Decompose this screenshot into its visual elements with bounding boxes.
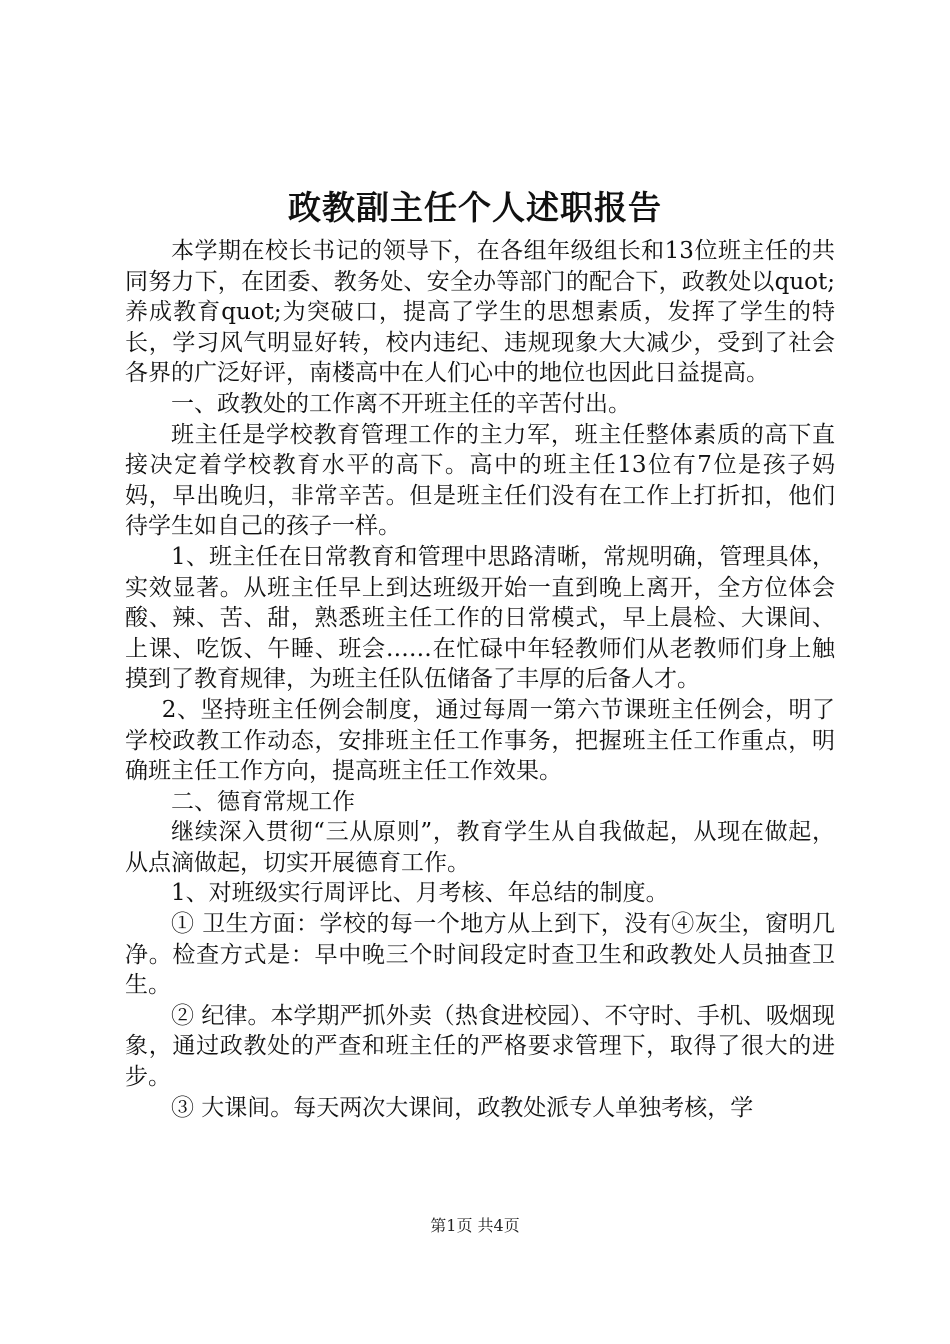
paragraph-intro: 本学期在校长书记的领导下，在各组年级组长和13位班主任的共同努力下，在团委、教务处、安全办等部门的配合下，政教处以quot;养成教育quot;为突破口，提高了学生的思想素质，发挥了学生的特长，学习风气明显好转，校内违纪、违规现象大大减少，受到了社会各界的广泛好评，南楼高中在人们心中的地位也因此日益提高。 [125,238,835,387]
document-body [125,236,835,1123]
paragraph-hygiene: ① 卫生方面：学校的每一个地方从上到下，没有④灰尘，窗明几净。检查方式是：早中晚三个时间段定时查卫生和政教处人员抽查卫生。 [125,911,835,999]
page-footer: 第1页 共4页 [430,1216,520,1235]
section-heading-2: 二、德育常规工作 [171,788,355,815]
paragraph-discipline: ② 纪律。本学期严抓外卖（热食进校园）、不守时、手机、吸烟现象，通过政教处的严查和班主任的严格要求管理下，取得了很大的进步。 [125,1002,835,1091]
paragraph-break-exercise: ③ 大课间。每天两次大课间，政教处派专人单独考核，学 [171,1094,754,1121]
paragraph-item-2: 2、坚持班主任例会制度，通过每周一第六节课班主任例会，明了学校政教工作动态，安排班主任工作事务，把握班主任工作重点，明确班主任工作方向，提高班主任工作效果。 [125,696,835,785]
section-heading-1: 一、政教处的工作离不开班主任的辛苦付出。 [171,390,631,417]
paragraph-principles: 继续深入贯彻“三从原则”，教育学生从自我做起，从现在做起，从点滴做起，切实开展德育工作。 [125,819,835,876]
document-title: 政教副主任个人述职报告 [288,188,662,227]
paragraph-head-teachers: 班主任是学校教育管理工作的主力军，班主任整体素质的高下直接决定着学校教育水平的高下。高中的班主任13位有7位是孩子妈妈，早出晚归，非常辛苦。但是班主任们没有在工作上打折扣，他们待学生如自己的孩子一样。 [125,421,835,540]
paragraph-evaluation-system: 1、对班级实行周评比、月考核、年总结的制度。 [171,880,669,907]
paragraph-item-1: 1、班主任在日常教育和管理中思路清晰，常规明确，管理具体，实效显著。从班主任早上到达班级开始一直到晚上离开，全方位体会酸、辣、苦、甜，熟悉班主任工作的日常模式，早上晨检、大课间、上课、吃饭、午睡、班会……在忙碌中年轻教师们从老教师们身上触摸到了教育规律，为班主任队伍储备了丰厚的后备人才。 [125,543,835,693]
